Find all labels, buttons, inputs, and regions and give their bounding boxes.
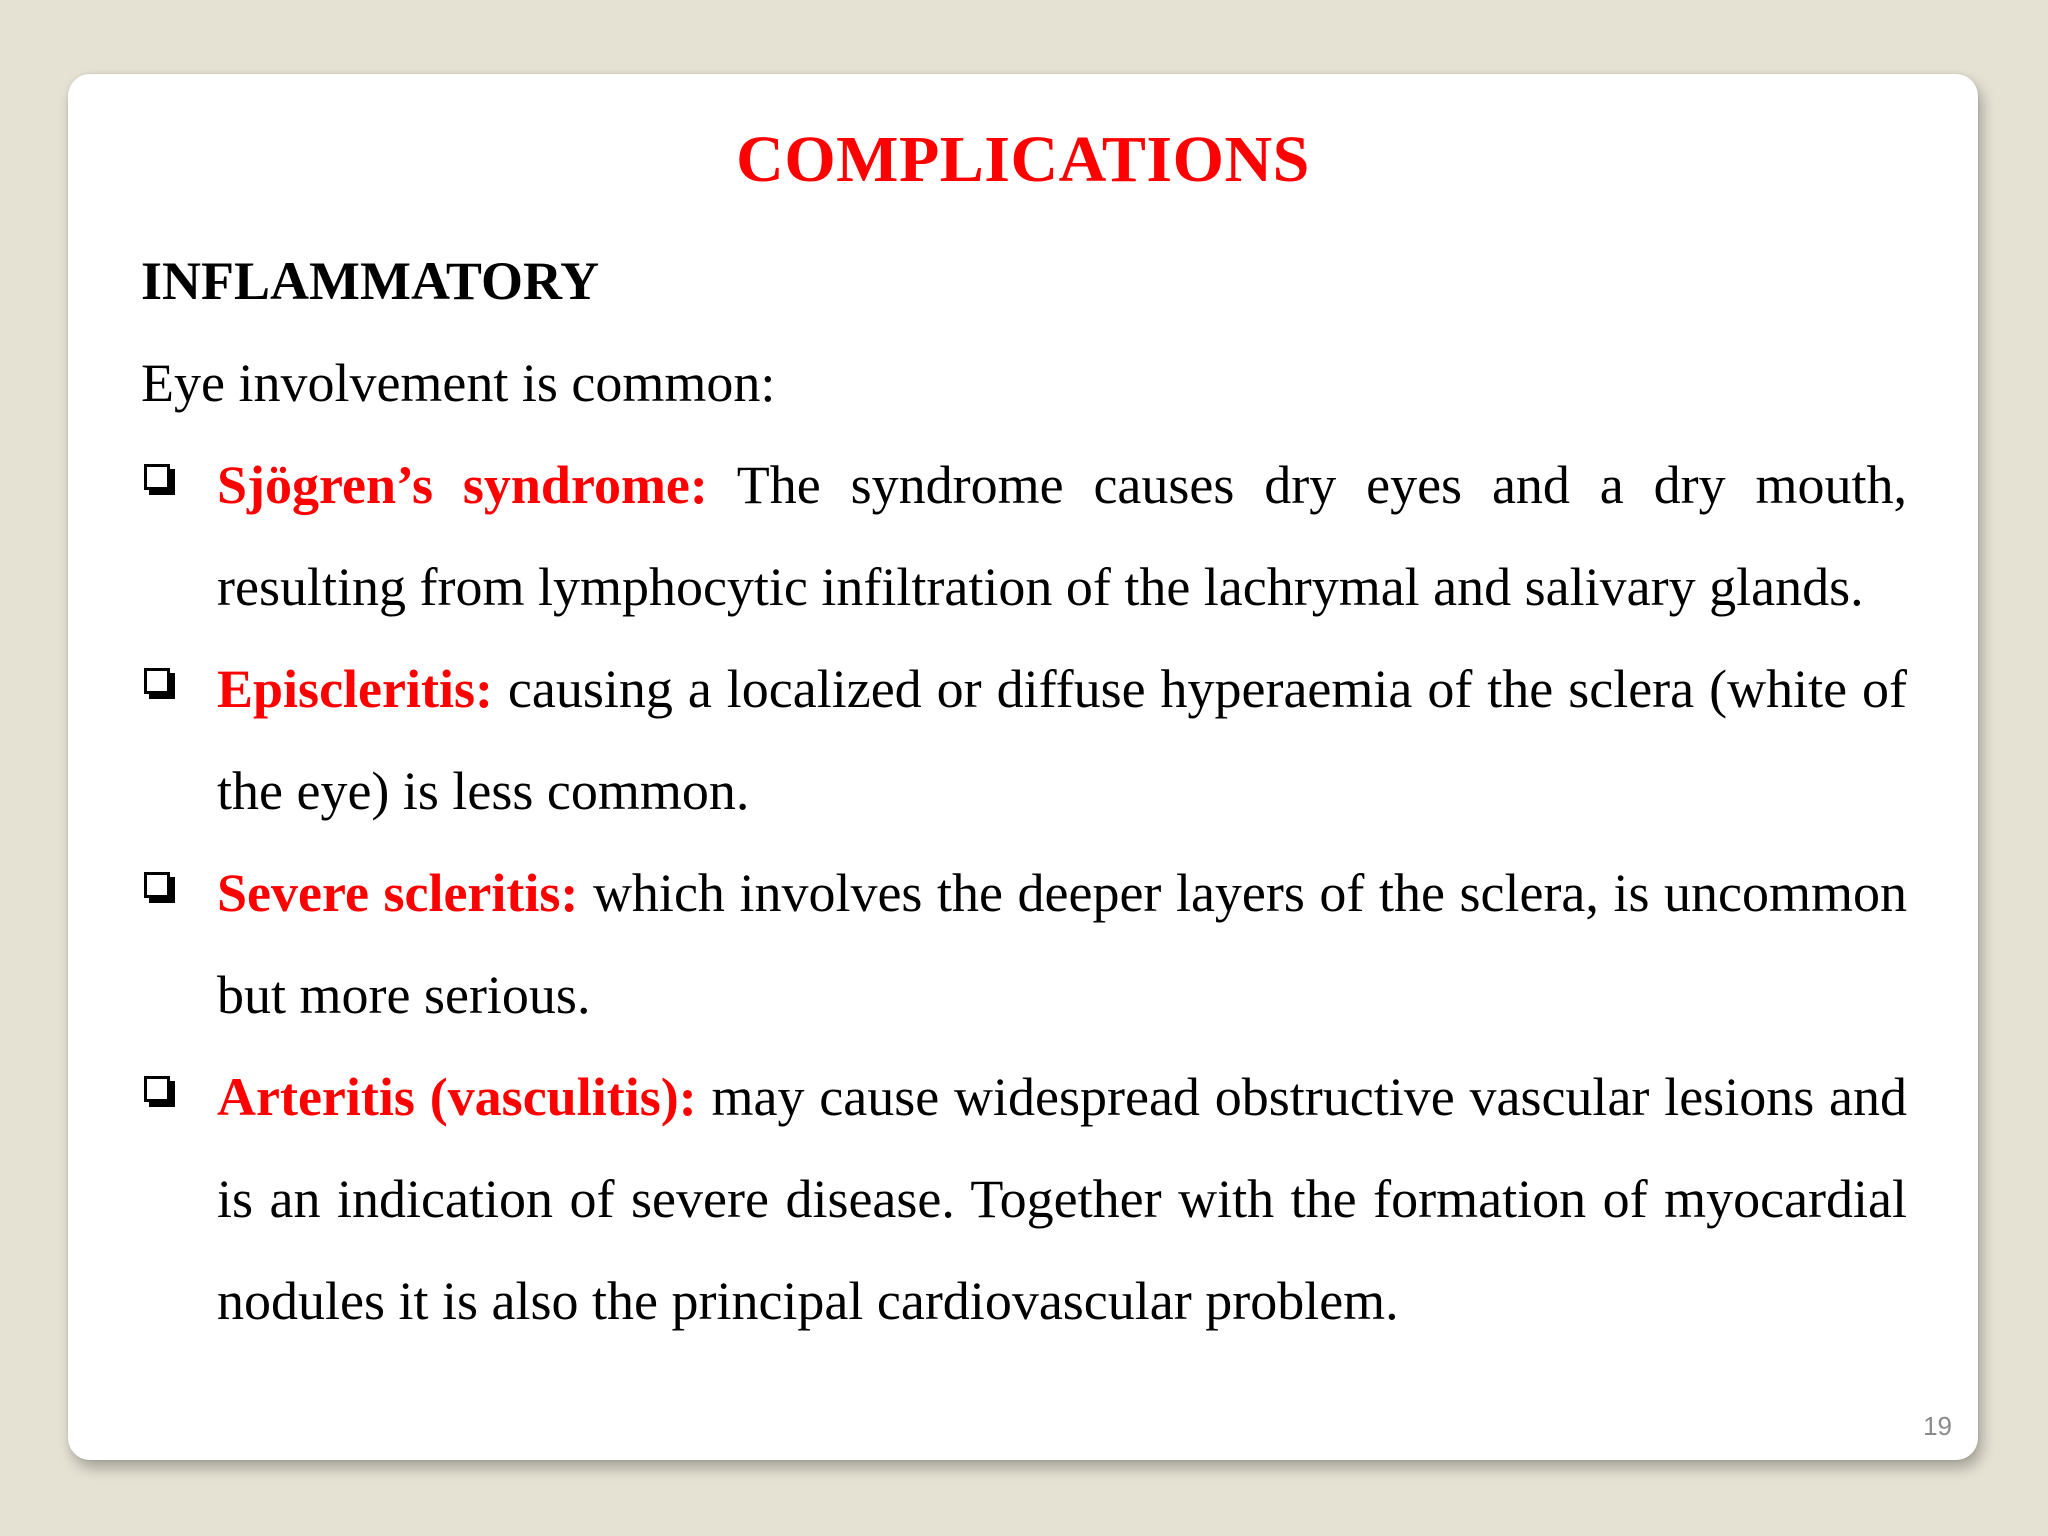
bullet-episcleritis xyxy=(141,638,1907,842)
intro-text: Eye involvement is common: xyxy=(141,353,776,413)
checkbox-square-icon xyxy=(144,1076,170,1102)
bullet-text: The syndrome causes dry eyes and a dry mouth, resulting from lymphocytic infiltration of the lachrymal and salivary glands. xyxy=(217,455,1907,617)
slide-content xyxy=(141,230,1907,1352)
bullet-text: may cause widespread obstructive vascular lesions and is an indication of severe disease. Together with the formation of myocardial nodules it is also the principal cardiovascular problem. xyxy=(217,1067,1907,1331)
slide xyxy=(68,74,1978,1460)
section-heading: INFLAMMATORY xyxy=(141,251,600,311)
bullet-term: Sjögren’s syndrome: xyxy=(217,455,708,515)
bullet-sjogrens-syndrome xyxy=(141,434,1907,638)
bullet-arteritis xyxy=(141,1046,1907,1352)
page-number: 19 xyxy=(1923,1411,1952,1441)
bullet-text: causing a localized or diffuse hyperaemia of the sclera (white of the eye) is less common. xyxy=(217,659,1907,821)
bullet-list xyxy=(141,434,1907,1352)
bullet-term: Episcleritis: xyxy=(217,659,493,719)
slide-title: COMPLICATIONS xyxy=(736,123,1310,196)
bullet-term: Arteritis (vasculitis): xyxy=(217,1067,697,1127)
checkbox-square-icon xyxy=(144,464,170,490)
checkbox-square-icon xyxy=(144,668,170,694)
checkbox-square-icon xyxy=(144,872,170,898)
bullet-text: which involves the deeper layers of the sclera, is uncommon but more serious. xyxy=(217,863,1907,1025)
bullet-term: Severe scleritis: xyxy=(217,863,579,923)
bullet-severe-scleritis xyxy=(141,842,1907,1046)
